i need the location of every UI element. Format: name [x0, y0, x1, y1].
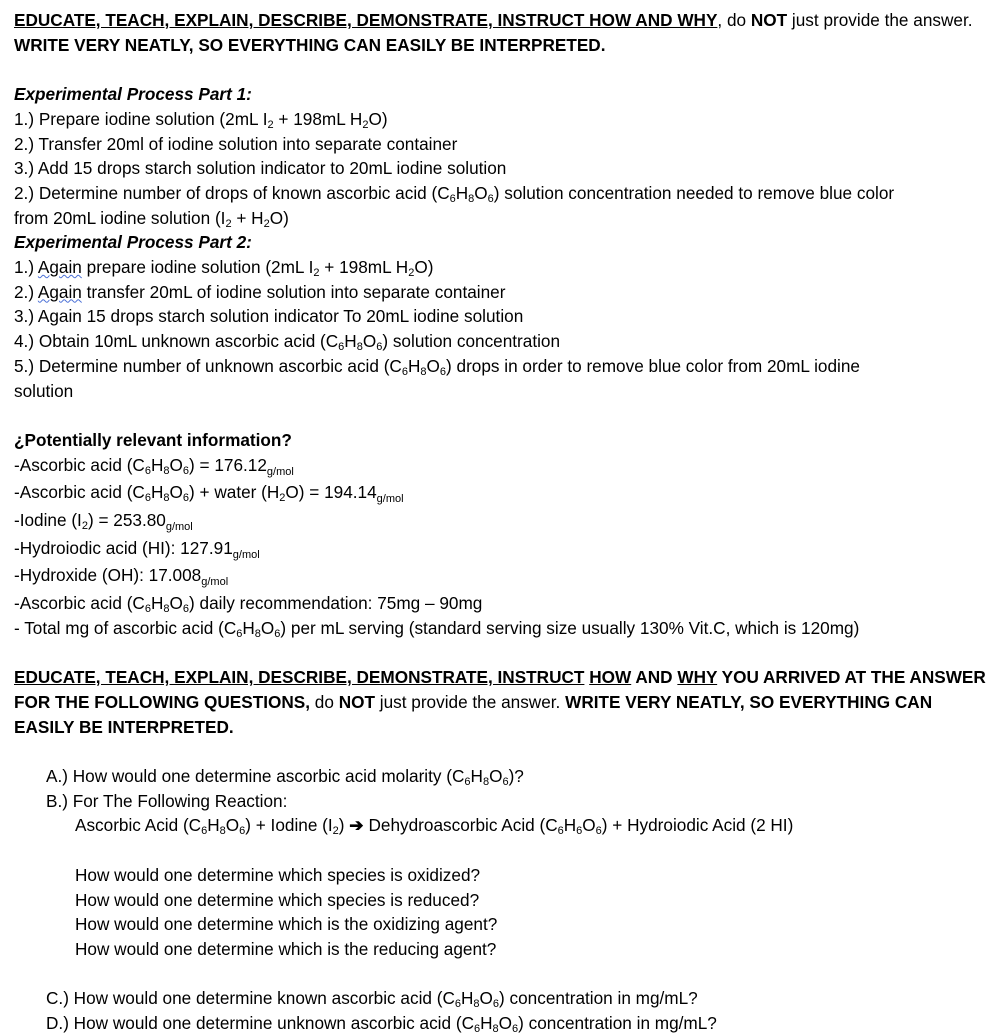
- part2-step-3: 3.) Again 15 drops starch solution indicator To 20mL iodine solution: [14, 306, 524, 327]
- info-item-2: -Ascorbic acid $(C_6H_8O_6)$ + water $(H_2O) = 194.14_{g/mol}$: [14, 482, 404, 506]
- part1-step-3: 3.) Add 15 drops starch solution indicator to 20mL iodine solution: [14, 158, 507, 179]
- part2-step-1: 1.) Again prepare iodine solution (2mL $I_2 + 198mL$ $H_2O$): [14, 257, 434, 280]
- info-item-6: -Ascorbic acid $(C_6H_8O_6)$ daily recommendation: 75mg – 90mg: [14, 593, 483, 616]
- part2-step-5: 5.) Determine number of unknown ascorbic acid $(C_6H_8O_6)$ drops in order to remove blue color from 20mL iodine: [14, 355, 860, 378]
- reaction-equation: Ascorbic Acid $(C_6H_8O_6)$ + Iodine $(I_2)$ ➔ Dehydroascorbic Acid $(C_6H_6O_6)$ + Hydroiodic Acid (2 HI): [75, 815, 794, 838]
- question-b-sub-4: How would one determine which is the reducing agent?: [75, 938, 497, 959]
- part1-step-4: 2.) Determine number of drops of known ascorbic acid $(C_6H_8O_6)$ solution concentration needed to remove blue color: [14, 182, 895, 205]
- question-d: D.) How would one determine unknown ascorbic acid $(C_6H_8O_6)$ concentration in mg/mL?: [46, 1013, 717, 1036]
- part2-step-2: 2.) Again transfer 20mL of iodine solution into separate container: [14, 281, 506, 302]
- info-item-3: -Iodine $(I_2) = 253.80_{g/mol}$: [14, 510, 193, 534]
- question-b-sub-2: How would one determine which species is reduced?: [75, 889, 480, 910]
- info-title: ¿Potentially relevant information?: [14, 429, 292, 450]
- part2-step-4: 4.) Obtain 10mL unknown ascorbic acid $(C_6H_8O_6)$ solution concentration: [14, 331, 561, 354]
- question-b: B.) For The Following Reaction:: [46, 790, 288, 811]
- instructions-line-2: FOR THE FOLLOWING QUESTIONS, do NOT just provide the answer. WRITE VERY NEATLY, SO EVERYTHING CAN: [14, 691, 933, 712]
- right-arrow-icon: ➔: [349, 815, 364, 836]
- part2-title: Experimental Process Part 2:: [14, 232, 252, 253]
- header-emphasis: EDUCATE, TEACH, EXPLAIN, DESCRIBE, DEMONSTRATE, INSTRUCT HOW AND WHY: [14, 10, 718, 30]
- instructions-line-1: EDUCATE, TEACH, EXPLAIN, DESCRIBE, DEMONSTRATE, INSTRUCT HOW AND WHY YOU ARRIVED AT THE ANSWER: [14, 667, 986, 688]
- header-line-2: WRITE VERY NEATLY, SO EVERYTHING CAN EASILY BE INTERPRETED.: [14, 34, 606, 55]
- part1-title: Experimental Process Part 1:: [14, 84, 252, 105]
- part2-step-5-cont: solution: [14, 380, 74, 401]
- info-item-7: - Total mg of ascorbic acid $(C_6H_8O_6)$ per mL serving (standard serving size usually 130% Vit.C, which is 120mg): [14, 617, 860, 640]
- part1-step-4-cont: from 20mL iodine solution $(I_2 + H_2O)$: [14, 207, 289, 230]
- spellcheck-word: Again: [37, 257, 82, 278]
- question-a: A.) How would one determine ascorbic acid molarity $(C_6H_8O_6)$?: [46, 766, 524, 789]
- info-item-4: -Hydroiodic acid (HI): $127.91_{g/mol}$: [14, 537, 260, 561]
- info-item-5: -Hydroxide (OH): $17.008_{g/mol}$: [14, 565, 229, 589]
- question-b-sub-1: How would one determine which species is oxidized?: [75, 864, 481, 885]
- instructions-line-3: EASILY BE INTERPRETED.: [14, 716, 234, 737]
- part1-step-1: 1.) Prepare iodine solution (2mL $I_2 + 198mL$ $H_2O$): [14, 108, 388, 131]
- question-c: C.) How would one determine known ascorbic acid $(C_6H_8O_6)$ concentration in mg/mL?: [46, 988, 698, 1011]
- question-b-sub-3: How would one determine which is the oxidizing agent?: [75, 914, 498, 935]
- info-item-1: -Ascorbic acid $(C_6H_8O_6) = 176.12_{g/mol}$: [14, 454, 294, 478]
- header-line-1: EDUCATE, TEACH, EXPLAIN, DESCRIBE, DEMONSTRATE, INSTRUCT HOW AND WHY, do NOT just provide the answer.: [14, 10, 973, 30]
- part1-step-2: 2.) Transfer 20ml of iodine solution into separate container: [14, 133, 458, 154]
- spellcheck-word: Again: [37, 281, 82, 302]
